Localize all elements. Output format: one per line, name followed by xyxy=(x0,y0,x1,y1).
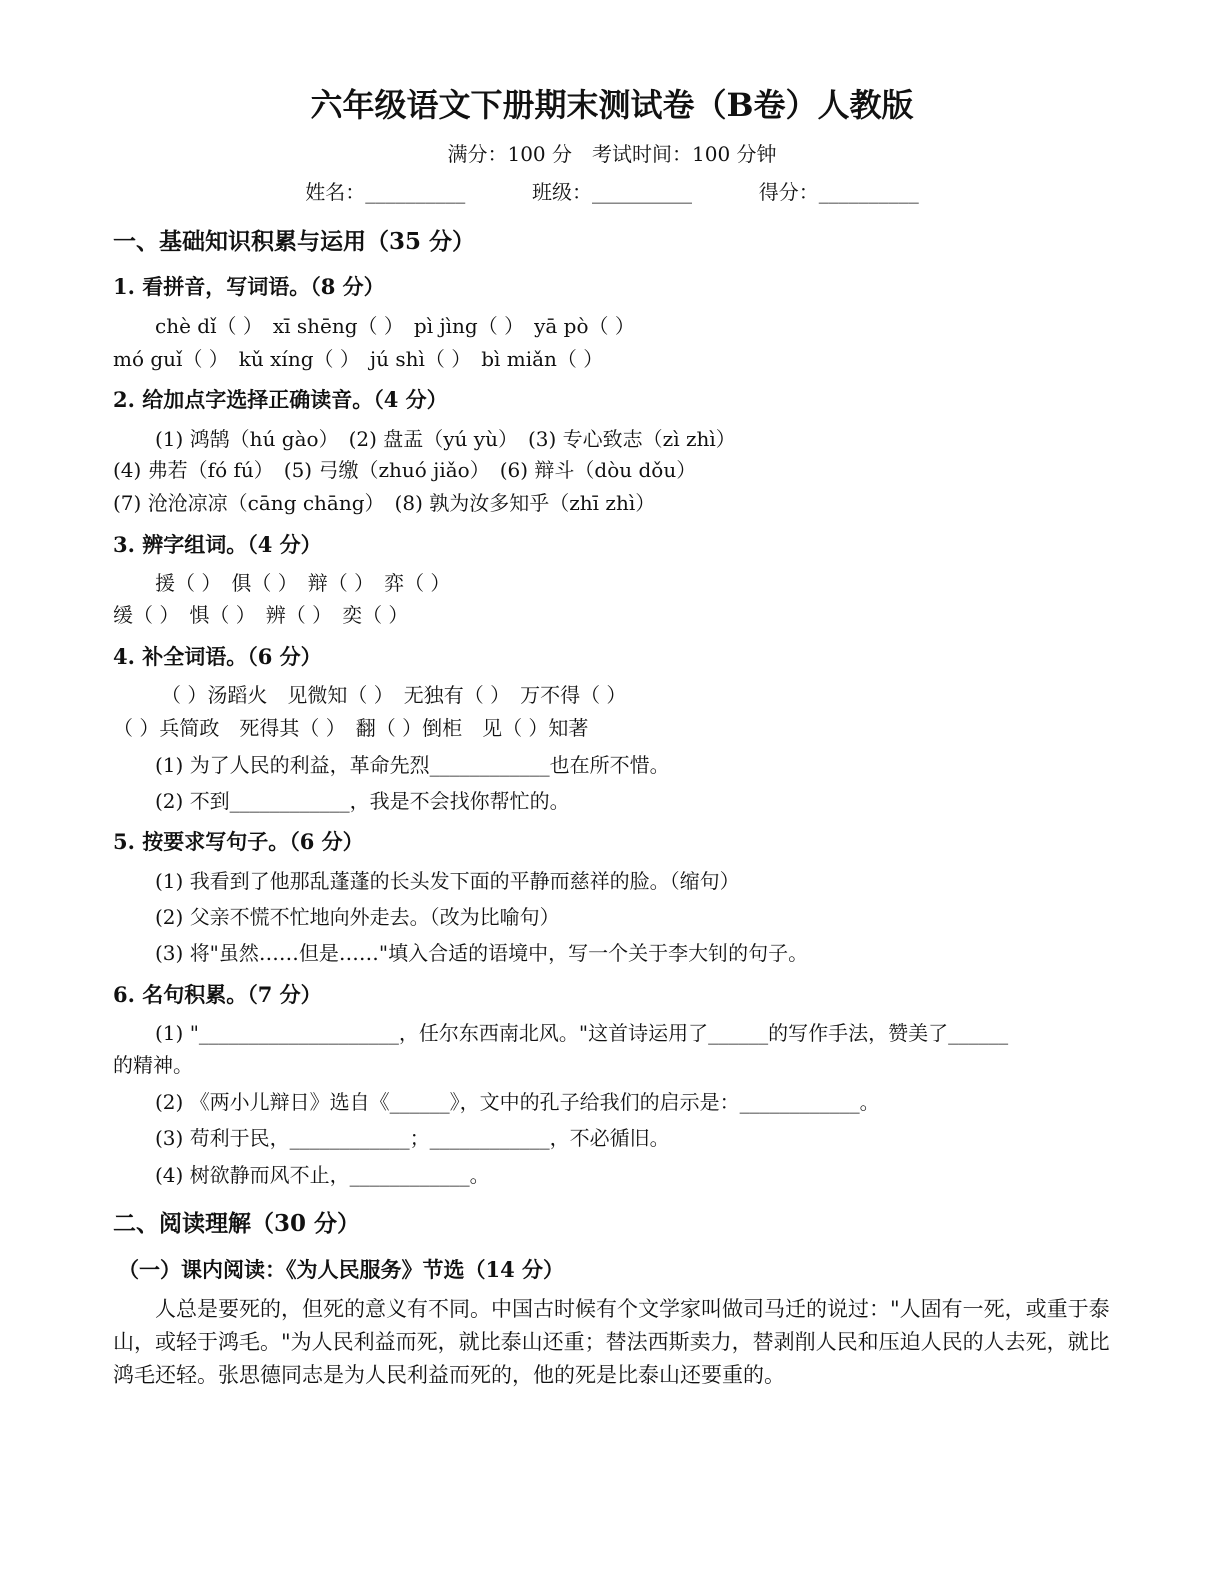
q3-row2: 缓（ ） 惧（ ） 辨（ ） 奕（ ） xyxy=(113,603,409,627)
part2-heading: 二、阅读理解（30 分） xyxy=(113,1210,361,1237)
q5-sentence2: (2) 父亲不慌不忙地向外走去。（改为比喻句） xyxy=(155,905,560,929)
q2-title: 2. 给加点字选择正确读音。（4 分） xyxy=(113,387,448,412)
reading1-title: （一）课内阅读：《为人民服务》节选（14 分） xyxy=(118,1257,565,1282)
q5-sentence1: (1) 我看到了他那乱蓬蓬的长头发下面的平静而慈祥的脸。（缩句） xyxy=(155,869,740,893)
q6-sentence2: (2) 《两小儿辩日》选自《______》，文中的孔子给我们的启示是：____________。 xyxy=(155,1090,880,1114)
score-field-label: 得分：__________ xyxy=(758,180,919,204)
student-info xyxy=(0,177,1224,207)
q4-title: 4. 补全词语。（6 分） xyxy=(113,644,322,669)
reading1-passage: 人总是要死的，但死的意义有不同。中国古时候有个文学家叫做司马迁的说过："人固有一死，或重于泰山，或轻于鸿毛。"为人民利益而死，就比泰山还重；替法西斯卖力，替剥削人民和压迫人民的人去死，就比鸿毛还轻。张思德同志是为人民利益而死的，他的死是比泰山还要重的。 xyxy=(113,1297,1110,1387)
q4-row2: （ ）兵简政 死得其（ ） 翻（ ）倒柜 见（ ）知著 xyxy=(113,716,589,740)
q2-row3: (7) 沧沧凉凉（cāng chāng） (8) 孰为汝多知乎（zhī zhì） xyxy=(113,491,656,515)
q6-sentence4: (4) 树欲静而风不止，____________。 xyxy=(155,1163,490,1187)
q1-title: 1. 看拼音，写词语。（8 分） xyxy=(113,274,385,299)
q5-sentence3: (3) 将"虽然……但是……"填入合适的语境中，写一个关于李大钊的句子。 xyxy=(155,941,809,965)
q4-sentence2: (2) 不到____________，我是不会找你帮忙的。 xyxy=(155,789,570,813)
q1-row1: chè dǐ（ ） xī shēng（ ） pì jìng（ ） yā pò（ ） xyxy=(155,314,635,338)
q5-title: 5. 按要求写句子。（6 分） xyxy=(113,829,364,854)
q1-row2: mó guǐ（ ） kǔ xíng（ ） jú shì（ ） bì miǎn（ ） xyxy=(113,347,604,371)
q3-row1: 援（ ） 俱（ ） 辩（ ） 弈（ ） xyxy=(155,571,451,595)
q4-sentence1: (1) 为了人民的利益，革命先烈____________也在所不惜。 xyxy=(155,753,670,777)
class-field-label: 班级：__________ xyxy=(532,180,692,204)
q6-sentence1: (1) "____________________，任尔东西南北风。"这首诗运用了______的写作手法，赞美了______ xyxy=(155,1021,1009,1045)
q4-row1: （ ）汤蹈火 见微知（ ） 无独有（ ） 万不得（ ） xyxy=(161,683,627,707)
q2-row2: (4) 弗若（fó fú） (5) 弓缴（zhuó jiǎo） (6) 辩斗（dòu dǒu） xyxy=(113,458,697,482)
q3-title: 3. 辨字组词。（4 分） xyxy=(113,532,322,557)
q6-sentence1-cont: 的精神。 xyxy=(113,1053,193,1077)
exam-meta: 满分：100 分 考试时间：100 分钟 xyxy=(447,142,777,166)
q2-row1: (1) 鸿鹄（hú gào） (2) 盘盂（yú yù） (3) 专心致志（zì zhì） xyxy=(155,427,736,451)
part1-heading: 一、基础知识积累与运用（35 分） xyxy=(113,228,476,255)
q6-title: 6. 名句积累。（7 分） xyxy=(113,982,322,1007)
page-title: 六年级语文下册期末测试卷（B卷）人教版 xyxy=(310,86,914,124)
q6-sentence3: (3) 苟利于民，____________；____________，不必循旧。 xyxy=(155,1126,670,1150)
name-field-label: 姓名：__________ xyxy=(305,180,466,204)
